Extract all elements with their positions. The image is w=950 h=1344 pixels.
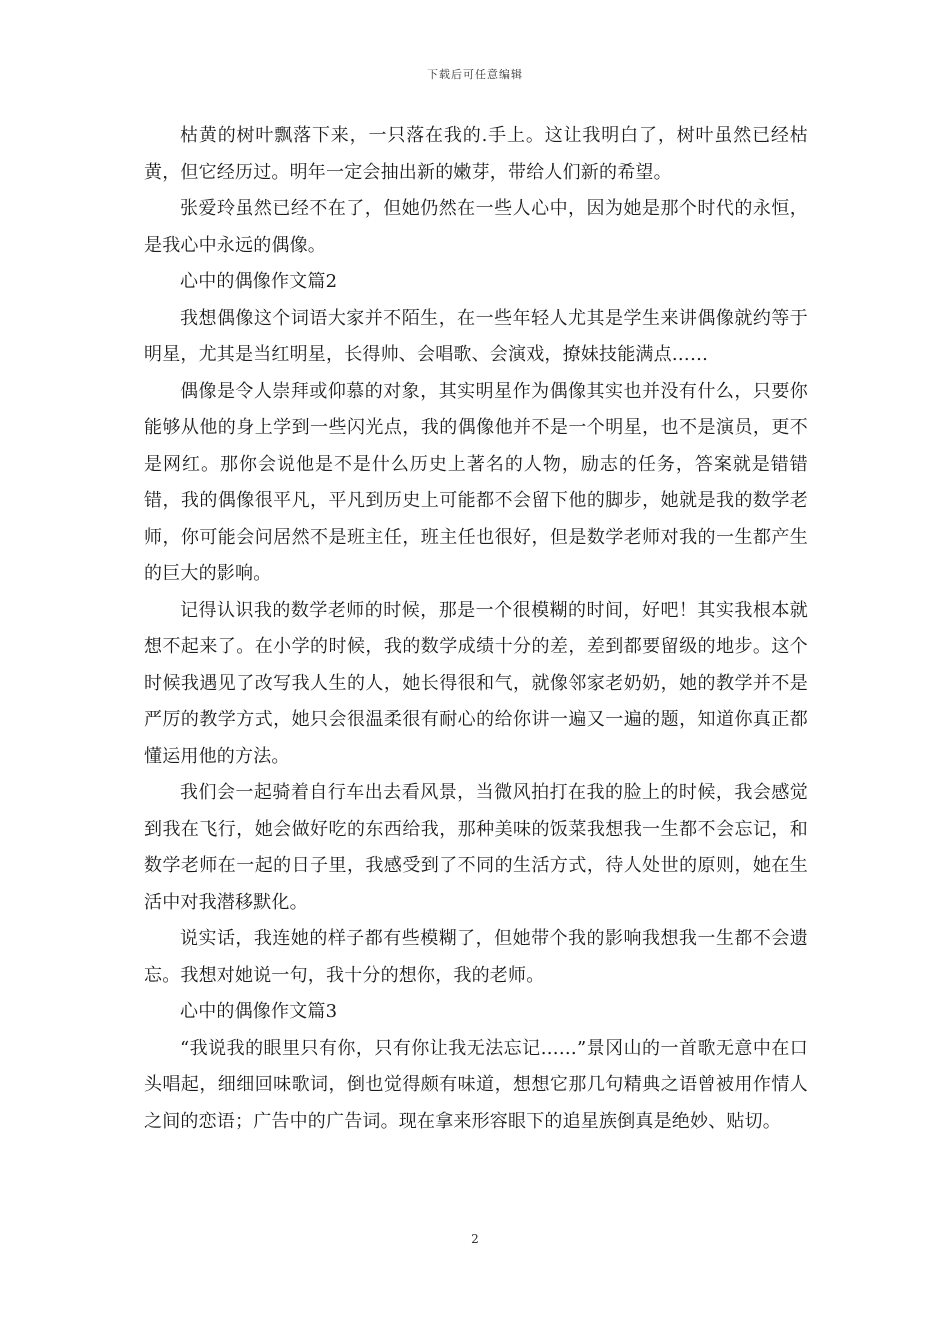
paragraph: 偶像是令人崇拜或仰慕的对象，其实明星作为偶像其实也并没有什么，只要你能够从他的身上学到一些闪光点，我的偶像他并不是一个明星，也不是演员，更不是网红。那你会说他是不是什么历史上著名的人物，励志的任务，答案就是错错错，我的偶像很平凡，平凡到历史上可能都不会留下他的脚步，她就是我的数学老师，你可能会问居然不是班主任，班主任也很好，但是数学老师对我的一生都产生的巨大的影响。	[144, 380, 808, 584]
paragraph: 枯黄的树叶飘落下来，一只落在我的.手上。这让我明白了，树叶虽然已经枯黄，但它经历过。明年一定会抽出新的嫩芽，带给人们新的希望。	[144, 125, 808, 183]
section-heading: 心中的偶像作文篇3	[180, 1001, 338, 1022]
section-heading: 心中的偶像作文篇2	[180, 271, 338, 292]
paragraph: 说实话，我连她的样子都有些模糊了，但她带个我的影响我想我一生都不会遗忘。我想对她说一句，我十分的想你，我的老师。	[144, 928, 808, 986]
paragraph: 我们会一起骑着自行车出去看风景，当微风拍打在我的脸上的时候，我会感觉到我在飞行，她会做好吃的东西给我，那种美味的饭菜我想我一生都不会忘记，和数学老师在一起的日子里，我感受到了不同的生活方式，待人处世的原则，她在生活中对我潜移默化。	[144, 782, 808, 913]
paragraph: 我想偶像这个词语大家并不陌生，在一些年轻人尤其是学生来讲偶像就约等于明星，尤其是当红明星，长得帅、会唱歌、会演戏，撩妹技能满点……	[144, 307, 808, 365]
paragraph: 张爱玲虽然已经不在了，但她仍然在一些人心中，因为她是那个时代的永恒，是我心中永远的偶像。	[144, 198, 808, 256]
paragraph: 记得认识我的数学老师的时候，那是一个很模糊的时间，好吧！其实我根本就想不起来了。在小学的时候，我的数学成绩十分的差，差到都要留级的地步。这个时候我遇见了改写我人生的人，她长得很和气，就像邻家老奶奶，她的教学并不是严厉的教学方式，她只会很温柔很有耐心的给你讲一遍又一遍的题，知道你真正都懂运用他的方法。	[144, 599, 808, 767]
page-header: 下载后可任意编辑	[427, 68, 523, 81]
paragraph: “我说我的眼里只有你，只有你让我无法忘记……”景冈山的一首歌无意中在口头唱起，细细回味歌词，倒也觉得颇有味道，想想它那几句精典之语曾被用作情人之间的恋语；广告中的广告词。现在拿来形容眼下的追星族倒真是绝妙、贴切。	[144, 1037, 808, 1132]
page-number: 2	[471, 1232, 479, 1246]
document-body	[144, 118, 808, 1140]
